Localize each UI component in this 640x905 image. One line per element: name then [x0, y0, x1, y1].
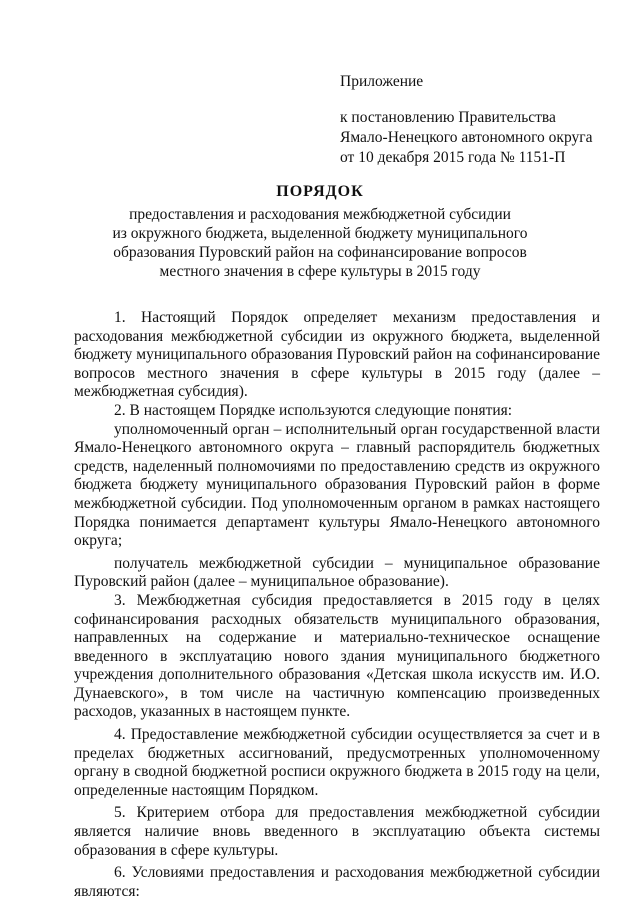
appendix-line: от 10 декабря 2015 года № 1151-П [340, 149, 566, 166]
document-body [74, 309, 600, 901]
appendix-title: Приложение [340, 73, 424, 90]
paragraph-4: 4. Предоставление межбюджетной субсидии осуществляется за счет и в пределах бюджетных ассигнований, предусмотренных уполномоченному органу в сводной бюджетной росписи окружного бюджета в 2015 году на цели, определенные настоящим Порядком. [74, 726, 600, 799]
paragraph-definition-authorized-body: уполномоченный орган – исполнительный орган государственной власти Ямало-Ненецкого автономного округа – главный распорядитель бюджетных средств, наделенный полномочиями по предоставлению средств из окружного бюджета бюджету муниципального образования Пуровский район в форме межбюджетной субсидии. Под уполномоченным органом в рамках настоящего Порядка понимается департамент культуры Ямало-Ненецкого автономного округа; [74, 420, 600, 550]
appendix-block [340, 72, 620, 168]
subtitle-line: образования Пуровский район на софинансирование вопросов [113, 244, 527, 261]
document-subtitle [0, 205, 640, 281]
paragraph-2: 2. В настоящем Порядке используются следующие понятия: [114, 401, 513, 419]
appendix-line: Ямало-Ненецкого автономного округа [340, 129, 593, 146]
appendix-line: к постановлению Правительства [340, 109, 556, 126]
paragraph-1: 1. Настоящий Порядок определяет механизм предоставления и расходования межбюджетной субсидии из окружного бюджета, выделенной бюджету муниципального образования Пуровский район на софинансирование вопросов местного значения в сфере культуры в 2015 году (далее – межбюджетная субсидия). [74, 309, 600, 401]
paragraph-5: 5. Критерием отбора для предоставления межбюджетной субсидии является наличие вновь введенного в эксплуатацию объекта системы образования в сфере культуры. [74, 804, 600, 859]
subtitle-line: предоставления и расходования межбюджетной субсидии [129, 206, 511, 223]
document-title: ПОРЯДОК [276, 183, 364, 200]
subtitle-line: из окружного бюджета, выделенной бюджету муниципального [112, 225, 528, 242]
paragraph-6: 6. Условиями предоставления и расходования межбюджетной субсидии являются: [74, 864, 600, 900]
paragraph-3: 3. Межбюджетная субсидия предоставляется в 2015 году в целях софинансирования расходных обязательств муниципального образования, направленных на содержание и материально-техническое оснащение введенного в эксплуатацию нового здания муниципального бюджетного учреждения дополнительного образования «Детская школа искусств им. И.О. Дунаевского», в том числе на частичную компенсацию произведенных расходов, указанных в настоящем пункте. [74, 591, 600, 721]
subtitle-line: местного значения в сфере культуры в 2015 году [159, 263, 481, 280]
paragraph-definition-recipient: получатель межбюджетной субсидии – муниципальное образование Пуровский район (далее – муниципальное образование). [74, 554, 600, 591]
